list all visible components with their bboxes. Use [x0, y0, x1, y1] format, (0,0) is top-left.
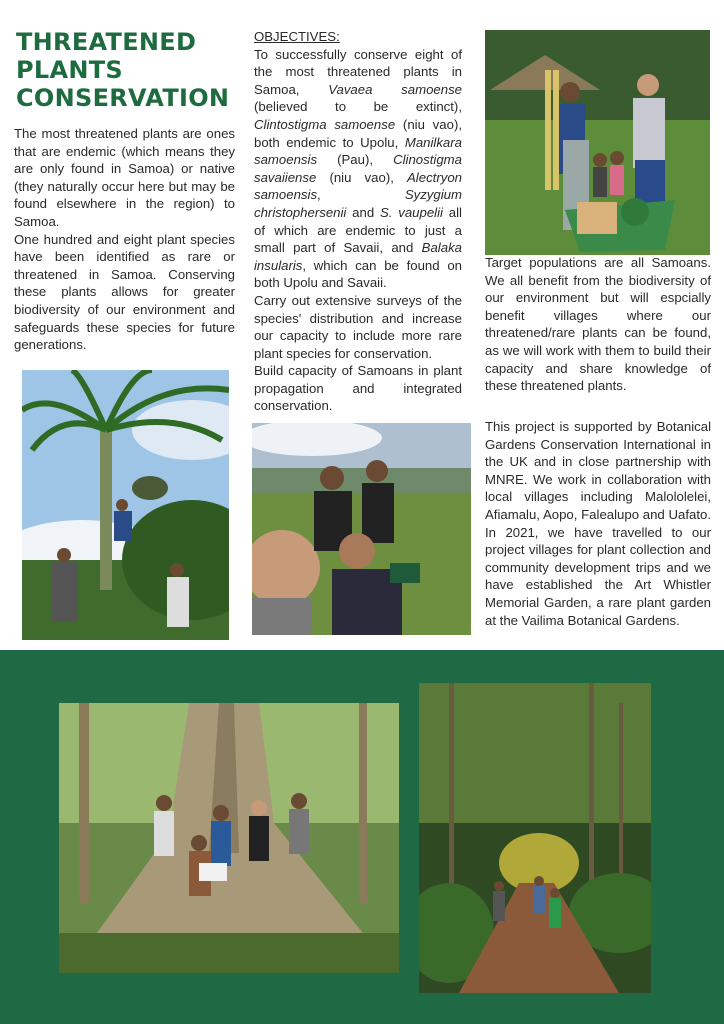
species-name: Vavaea samoense — [328, 81, 462, 97]
intro-paragraph-2: One hundred and eight plant species have been identified as rare or threatened in Samoa. Conserving these plants allows for greater biodiversity of our environment and safeguards these species for future generations. — [14, 231, 235, 353]
target-populations-text: Target populations are all Samoans. We all benefit from the biodiversity of our environment but will espcially benefit villages where our threatened/rare plants can be found, as we will work with them to build their capacity and share knowledge of these threatened plants. — [485, 255, 711, 394]
species-name: Alectryon samoensis — [254, 169, 462, 203]
objective-3: Build capacity of Samoans in plant propagation and integrated conservation. — [254, 363, 462, 414]
intro-paragraph-1: The most threatened plants are ones that are endemic (which means they are only found in Samoa) or native (they naturally occur here but may be found elsewhere in the region) to Samoa. — [14, 126, 235, 229]
title-line-3: CONSERVATION — [16, 84, 230, 112]
title-line-2: PLANTS — [16, 56, 123, 84]
objectives-section — [254, 28, 462, 415]
objective-1-text: , — [317, 187, 405, 203]
intro-text — [14, 125, 235, 354]
objective-1 — [254, 46, 462, 292]
title-line-1: THREATENED — [16, 28, 197, 56]
photo-tree-roots — [59, 703, 399, 973]
objective-1-text: (niu vao), both endemic to Upolu, — [254, 116, 462, 150]
objective-1-text: and — [346, 204, 380, 220]
objective-1-text: (believed to be extinct), — [254, 99, 462, 115]
species-name: Clinostigma savaiiense — [254, 152, 462, 185]
objectives-heading: OBJECTIVES: — [254, 29, 340, 44]
photo-team-selfie — [252, 423, 471, 635]
species-name: Manilkara samoensis — [254, 134, 462, 168]
objective-1-text: (Pau), — [317, 152, 394, 168]
objective-2: Carry out extensive surveys of the species' distribution and increase our capacity to include more rare plant species for conservation. — [254, 292, 462, 361]
photo-village-group — [485, 30, 710, 255]
photo-forest-trail — [419, 683, 651, 993]
page-title — [16, 28, 236, 112]
species-name: Clintostigma samoense — [254, 116, 396, 132]
objective-1-text: all of which are endemic to just a small part of Savaii, and — [254, 204, 462, 256]
project-support-text: This project is supported by Botanical Gardens Conservation International in the UK and in close partnership with MNRE. We work in collaboration with local villages including Malololelei, Afiamalu, Aopo, Falealupo and Uafato. In 2021, we have travelled to our project villages for plant collection and community development trips and we have established the Art Whistler Memorial Garden, a rare plant garden at the Vailima Botanical Gardens. — [485, 419, 711, 628]
objective-1-text: , which can be found on both Upolu and Savaii. — [254, 257, 462, 291]
species-name: S. vaupelii — [379, 204, 443, 220]
species-name: Balaka insularis — [254, 240, 462, 273]
species-name: Syzygium christophersenii — [254, 187, 462, 220]
objective-1-text: To successfully conserve eight of the most threatened plants in Samoa, — [254, 46, 462, 97]
objective-1-text: (niu vao), — [316, 169, 408, 185]
photo-palm-tree — [22, 370, 229, 640]
